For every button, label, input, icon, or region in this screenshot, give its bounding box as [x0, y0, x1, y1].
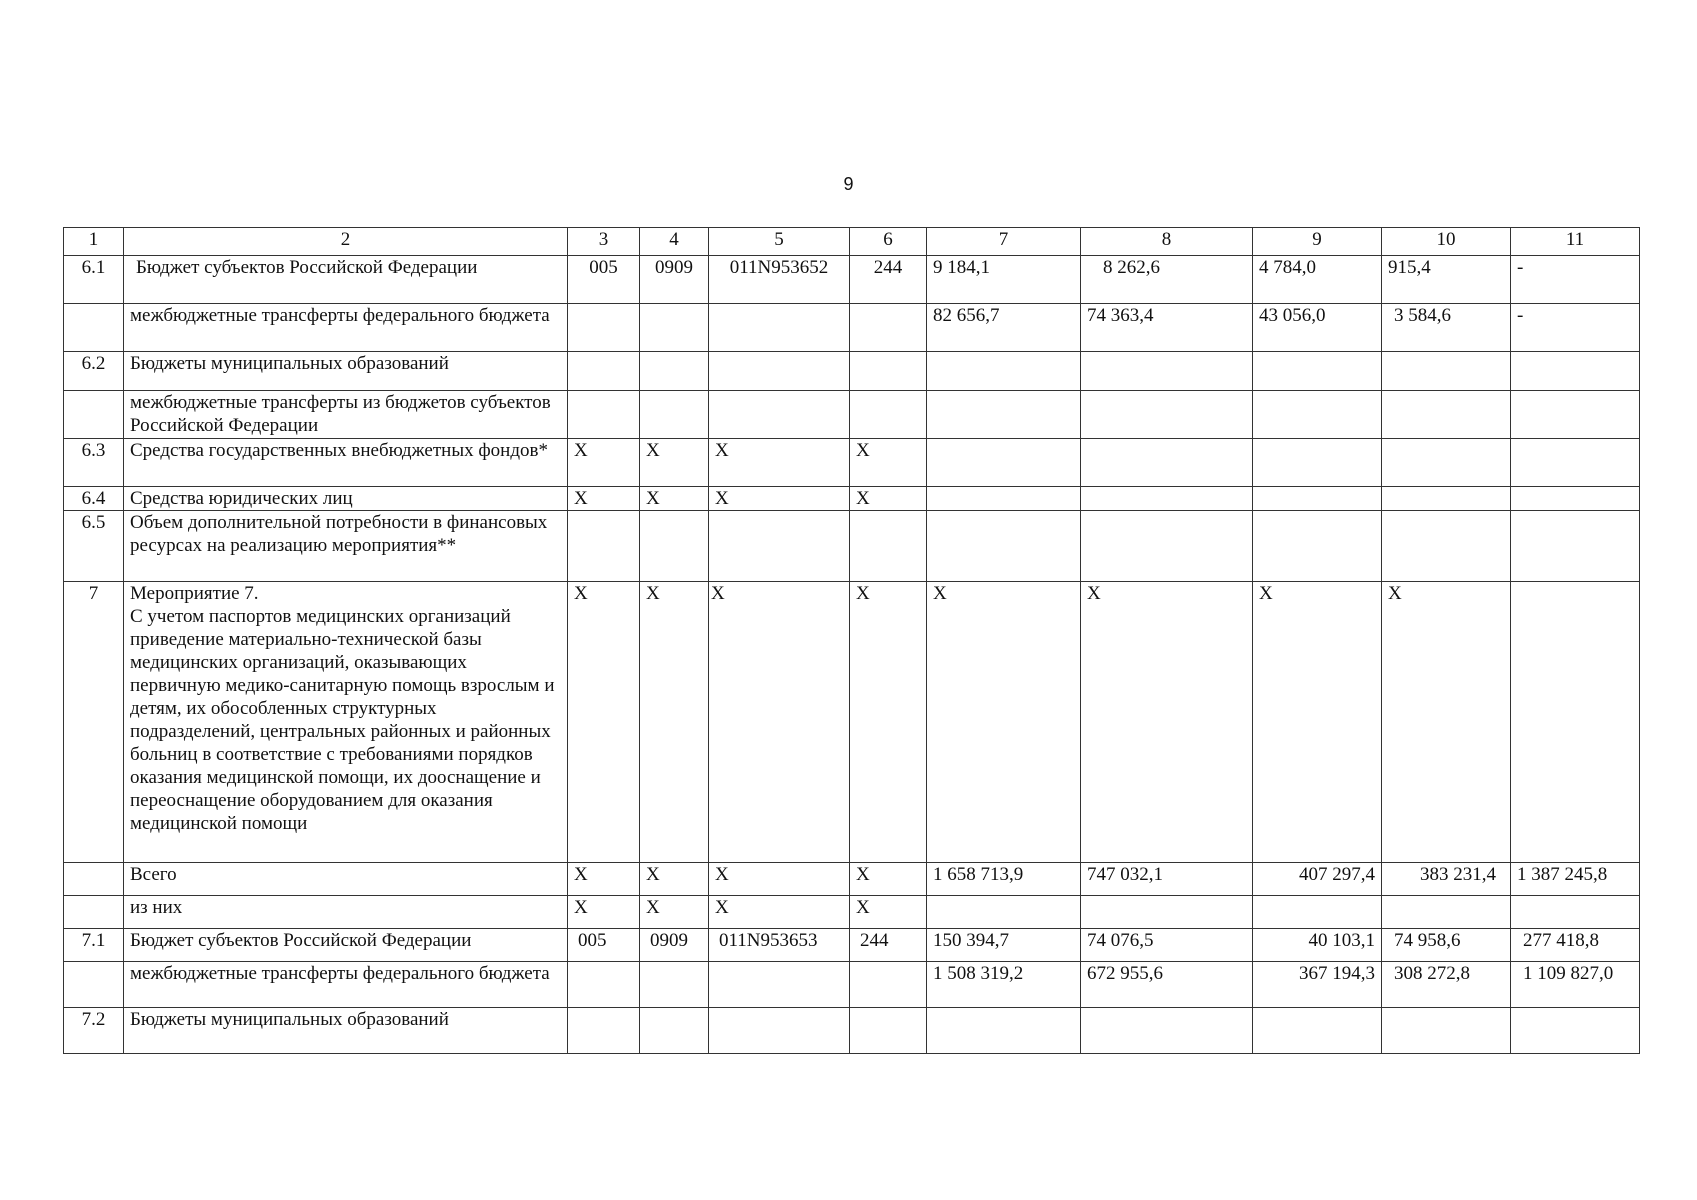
cell-c5: X: [709, 487, 850, 511]
cell-c9: [1253, 1008, 1382, 1054]
row-name: из них: [124, 896, 568, 929]
cell-c10: [1382, 896, 1511, 929]
cell-c8: 74 363,4: [1081, 304, 1253, 352]
table-row: [64, 352, 1640, 391]
row-number: [64, 863, 124, 896]
column-header: 1: [64, 228, 124, 256]
row-number: 6.2: [64, 352, 124, 391]
cell-c6: X: [850, 896, 927, 929]
table-row: [64, 391, 1640, 439]
cell-c6: [850, 352, 927, 391]
table-row: [64, 511, 1640, 582]
cell-c6: X: [850, 863, 927, 896]
cell-c5: [709, 391, 850, 439]
cell-c7: 9 184,1: [927, 256, 1081, 304]
cell-c6: 244: [850, 256, 927, 304]
cell-c7: [927, 487, 1081, 511]
cell-c10: [1382, 439, 1511, 487]
cell-c4: X: [640, 582, 709, 863]
cell-c8: 747 032,1: [1081, 863, 1253, 896]
cell-c8: 74 076,5: [1081, 929, 1253, 962]
row-name: Средства государственных внебюджетных фондов*: [124, 439, 568, 487]
row-number: [64, 962, 124, 1008]
cell-c4: [640, 304, 709, 352]
activity-description: С учетом паспортов медицинских организаций приведение материально-технической базы медицинских организаций, оказывающих первичную медико-санитарную помощь взрослым и детям, их обособленных структурных подразделений, центральных районных и районных больниц в соответствие с требованиями порядков оказания медицинской помощи, их дооснащение и переоснащение оборудованием для оказания медицинской помощи: [130, 606, 555, 834]
column-header: 9: [1253, 228, 1382, 256]
cell-c11: [1511, 487, 1640, 511]
cell-c8: 672 955,6: [1081, 962, 1253, 1008]
cell-c6: [850, 962, 927, 1008]
cell-c4: [640, 391, 709, 439]
cell-c11: [1511, 391, 1640, 439]
row-name: Средства юридических лиц: [124, 487, 568, 511]
column-header: 4: [640, 228, 709, 256]
cell-c11: 1 387 245,8: [1511, 863, 1640, 896]
row-name: Объем дополнительной потребности в финансовых ресурсах на реализацию мероприятия**: [124, 511, 568, 582]
cell-c8: X: [1081, 582, 1253, 863]
cell-c5: [709, 304, 850, 352]
cell-c9: 367 194,3: [1253, 962, 1382, 1008]
cell-c5: [709, 352, 850, 391]
column-header: 8: [1081, 228, 1253, 256]
cell-c6: 244: [850, 929, 927, 962]
column-header: 7: [927, 228, 1081, 256]
cell-c11: 1 109 827,0: [1511, 962, 1640, 1008]
row-number: 7.2: [64, 1008, 124, 1054]
cell-c5: [709, 962, 850, 1008]
row-number: 7: [64, 582, 124, 863]
cell-c10: [1382, 352, 1511, 391]
cell-c4: X: [640, 863, 709, 896]
cell-c8: [1081, 391, 1253, 439]
cell-c4: X: [640, 896, 709, 929]
cell-c4: [640, 511, 709, 582]
row-name: Бюджет субъектов Российской Федерации: [124, 929, 568, 962]
cell-c3: 005: [568, 929, 640, 962]
activity-title: Мероприятие 7.: [130, 583, 259, 604]
cell-c3: X: [568, 863, 640, 896]
table-row: [64, 929, 1640, 962]
row-name: Бюджет субъектов Российской Федерации: [124, 256, 568, 304]
cell-c7: [927, 896, 1081, 929]
cell-c5: 011N953653: [709, 929, 850, 962]
cell-c3: [568, 304, 640, 352]
cell-c8: [1081, 439, 1253, 487]
cell-c10: 915,4: [1382, 256, 1511, 304]
cell-c4: [640, 352, 709, 391]
cell-c6: [850, 304, 927, 352]
cell-c8: [1081, 896, 1253, 929]
cell-c5: [709, 511, 850, 582]
cell-c4: [640, 962, 709, 1008]
cell-c10: [1382, 391, 1511, 439]
table-row: [64, 1008, 1640, 1054]
cell-c9: [1253, 511, 1382, 582]
budget-table: [63, 227, 1640, 1054]
cell-c5: [709, 1008, 850, 1054]
table-row: [64, 896, 1640, 929]
cell-c7: [927, 439, 1081, 487]
cell-c10: 74 958,6: [1382, 929, 1511, 962]
row-number: 6.3: [64, 439, 124, 487]
row-name: межбюджетные трансферты федерального бюджета: [124, 962, 568, 1008]
cell-c7: [927, 352, 1081, 391]
cell-c5: 011N953652: [709, 256, 850, 304]
row-number: 6.4: [64, 487, 124, 511]
cell-c4: 0909: [640, 929, 709, 962]
table-row: [64, 439, 1640, 487]
cell-c10: X: [1382, 582, 1511, 863]
table-row: [64, 962, 1640, 1008]
table-row: [64, 256, 1640, 304]
cell-c5: X: [709, 896, 850, 929]
cell-c5: X: [709, 863, 850, 896]
cell-c7: [927, 1008, 1081, 1054]
row-name: Бюджеты муниципальных образований: [124, 352, 568, 391]
cell-c6: X: [850, 487, 927, 511]
cell-c11: [1511, 439, 1640, 487]
cell-c10: 3 584,6: [1382, 304, 1511, 352]
row-number: 6.5: [64, 511, 124, 582]
cell-c11: [1511, 896, 1640, 929]
column-header: 3: [568, 228, 640, 256]
cell-c9: 407 297,4: [1253, 863, 1382, 896]
table-header-row: [64, 228, 1640, 256]
cell-c7: 1 658 713,9: [927, 863, 1081, 896]
cell-c9: [1253, 352, 1382, 391]
cell-c9: [1253, 391, 1382, 439]
cell-c11: [1511, 352, 1640, 391]
cell-c8: 8 262,6: [1081, 256, 1253, 304]
cell-c11: [1511, 1008, 1640, 1054]
row-number: [64, 896, 124, 929]
cell-c11: 277 418,8: [1511, 929, 1640, 962]
cell-c6: X: [850, 582, 927, 863]
cell-c10: [1382, 511, 1511, 582]
cell-c8: [1081, 487, 1253, 511]
cell-c9: 40 103,1: [1253, 929, 1382, 962]
cell-c3: [568, 1008, 640, 1054]
cell-c4: X: [640, 487, 709, 511]
cell-c3: [568, 511, 640, 582]
column-header: 5: [709, 228, 850, 256]
cell-c3: X: [568, 896, 640, 929]
cell-c6: [850, 391, 927, 439]
column-header: 11: [1511, 228, 1640, 256]
row-name: межбюджетные трансферты федерального бюджета: [124, 304, 568, 352]
cell-c10: [1382, 487, 1511, 511]
table-row: [64, 487, 1640, 511]
cell-c3: X: [568, 439, 640, 487]
column-header: 6: [850, 228, 927, 256]
cell-c10: 308 272,8: [1382, 962, 1511, 1008]
cell-c8: [1081, 511, 1253, 582]
row-name: Бюджеты муниципальных образований: [124, 1008, 568, 1054]
table-row: [64, 863, 1640, 896]
cell-c9: [1253, 896, 1382, 929]
cell-c7: [927, 511, 1081, 582]
cell-c9: [1253, 487, 1382, 511]
table-row: [64, 304, 1640, 352]
cell-c10: [1382, 1008, 1511, 1054]
cell-c3: [568, 391, 640, 439]
row-number: [64, 391, 124, 439]
cell-c9: [1253, 439, 1382, 487]
cell-c4: X: [640, 439, 709, 487]
cell-c11: [1511, 511, 1640, 582]
row-number: 6.1: [64, 256, 124, 304]
cell-c6: [850, 511, 927, 582]
column-header: 10: [1382, 228, 1511, 256]
cell-c9: X: [1253, 582, 1382, 863]
cell-c9: 43 056,0: [1253, 304, 1382, 352]
cell-c6: [850, 1008, 927, 1054]
cell-c7: 82 656,7: [927, 304, 1081, 352]
cell-c3: X: [568, 487, 640, 511]
cell-c4: 0909: [640, 256, 709, 304]
page-number: 9: [843, 174, 854, 194]
row-name: [124, 582, 568, 863]
table-row: [64, 582, 1640, 863]
cell-c7: X: [927, 582, 1081, 863]
column-header: 2: [124, 228, 568, 256]
cell-c5: X: [709, 439, 850, 487]
cell-c4: [640, 1008, 709, 1054]
cell-c7: [927, 391, 1081, 439]
cell-c3: X: [568, 582, 640, 863]
cell-c8: [1081, 352, 1253, 391]
cell-c11: -: [1511, 304, 1640, 352]
cell-c6: X: [850, 439, 927, 487]
cell-c10: 383 231,4: [1382, 863, 1511, 896]
cell-c7: 1 508 319,2: [927, 962, 1081, 1008]
row-number: [64, 304, 124, 352]
cell-c8: [1081, 1008, 1253, 1054]
cell-c11: -: [1511, 256, 1640, 304]
cell-c7: 150 394,7: [927, 929, 1081, 962]
cell-c5: X: [709, 582, 850, 863]
row-name: Всего: [124, 863, 568, 896]
cell-c3: [568, 352, 640, 391]
cell-c9: 4 784,0: [1253, 256, 1382, 304]
row-number: 7.1: [64, 929, 124, 962]
row-name: межбюджетные трансферты из бюджетов субъектов Российской Федерации: [124, 391, 568, 439]
cell-c3: 005: [568, 256, 640, 304]
cell-c11: [1511, 582, 1640, 863]
cell-c3: [568, 962, 640, 1008]
